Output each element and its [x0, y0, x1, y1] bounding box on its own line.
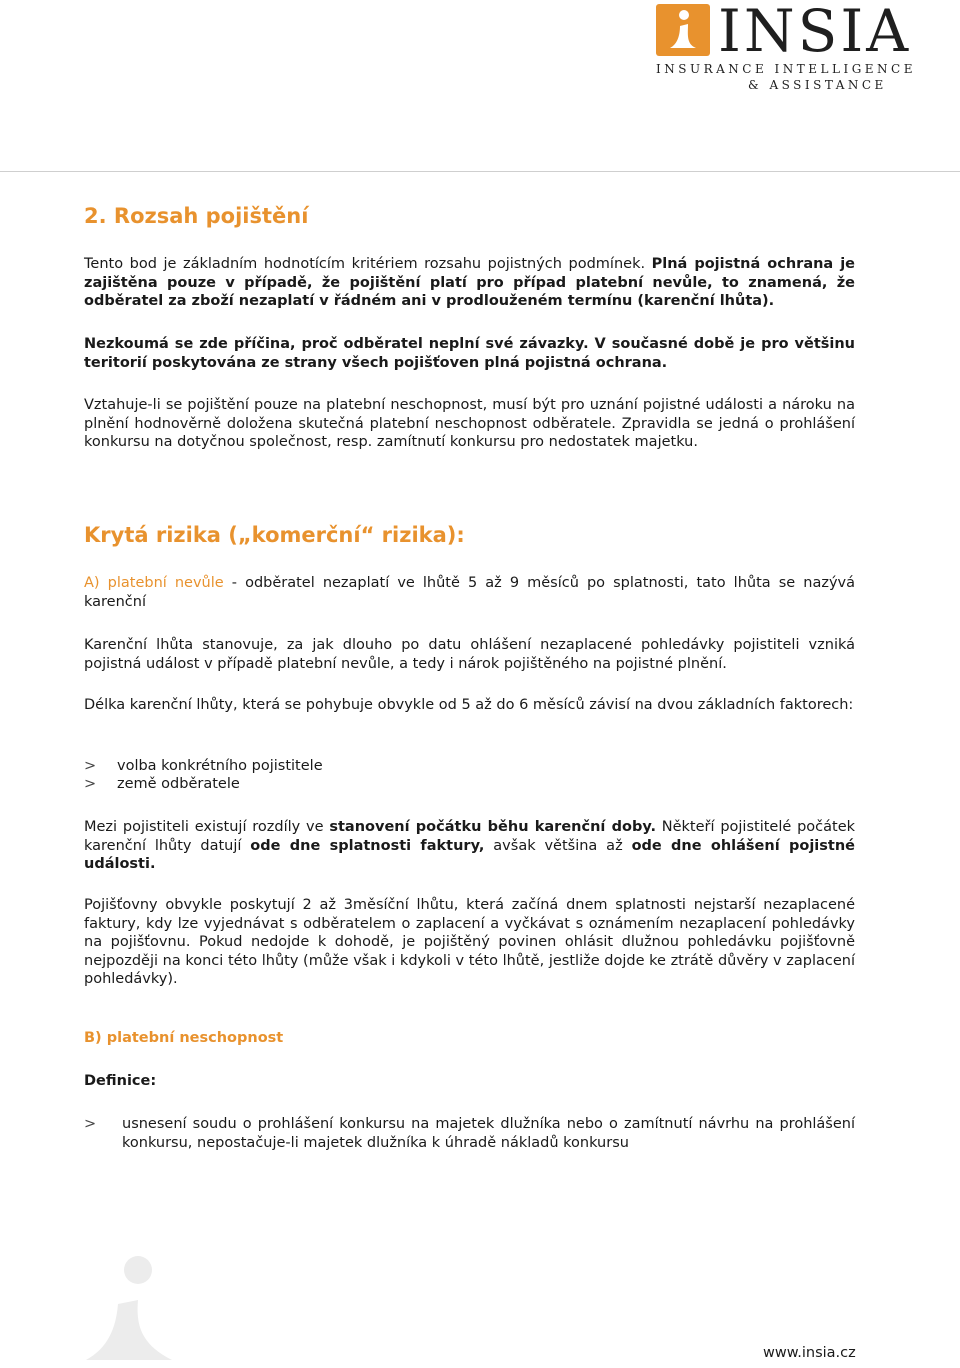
section-title: 2. Rozsah pojištění: [84, 204, 309, 228]
a-text: - odběratel nezaplatí ve lhůtě 5 až 9 měsíců po splatnosti, tato lhůta se nazývá karenční: [84, 575, 856, 610]
list-item-text: země odběratele: [117, 776, 240, 792]
page-header: [0, 0, 960, 172]
header-divider: [0, 171, 960, 172]
bold-span: stanovení počátku běhu karenční doby.: [329, 819, 656, 835]
bullet-icon: >: [84, 776, 97, 792]
text-span: Někteří pojistitelé počátek karenční lhůty datují: [84, 819, 856, 854]
bullet-icon: >: [84, 758, 97, 774]
logo-tagline-1: INSURANCE INTELLIGENCE: [656, 62, 916, 76]
a-label: A) platební nevůle: [84, 575, 224, 591]
bold-span: ode dne ohlášení pojistné události.: [84, 837, 855, 872]
watermark-i-icon: [80, 1252, 176, 1364]
bullet-icon: >: [84, 1116, 97, 1132]
b-label: B) platební neschopnost: [84, 1030, 284, 1046]
risks-title: Krytá rizika („komerční“ rizika):: [84, 523, 465, 547]
insia-logo: [656, 0, 928, 94]
paragraph-karencni: Karenční lhůta stanovuje, za jak dlouho po datu ohlášení nezaplacené pohledávky pojistiteli vzniká pojistná událost v případě platební nevůle, a tedy i nárok pojištěného na pojistné plnění.: [84, 637, 855, 672]
paragraph-intro: [84, 255, 855, 311]
bold-span: ode dne splatnosti faktury,: [250, 837, 485, 854]
footer-url: www.insia.cz: [763, 1345, 856, 1361]
logo-tagline-2: & ASSISTANCE: [748, 78, 887, 92]
list-item-text: usnesení soudu o prohlášení konkursu na majetek dlužníka nebo o zamítnutí návrhu na prohlášení konkursu, nepostačuje-li majetek dlužníka k úhradě nákladů konkursu: [122, 1116, 855, 1151]
text-span: Mezi pojistiteli existují rozdíly ve: [84, 819, 330, 835]
intro-text: Tento bod je základním hodnotícím kritériem rozsahu pojistných podmínek.: [84, 256, 652, 272]
paragraph-insolvency: Vztahuje-li se pojištění pouze na platební neschopnost, musí být pro uznání pojistné události a nároku na plnění hodnověrně doložena skutečná platební neschopnost odběratele. Zpravidla se jedná o prohlášení konkursu na dotyčnou společnost, resp. zamítnutí konkursu pro nedostatek majetku.: [84, 397, 855, 450]
paragraph-delka: Délka karenční lhůty, která se pohybuje obvykle od 5 až do 6 měsíců závisí na dvou základních faktorech:: [84, 697, 854, 713]
intro-bold-text: Plná pojistná ochrana je zajištěna pouze v případě, že pojištění platí pro případ platební nevůle, to znamená, že odběratel za zboží nezaplatí v řádném ani v prodlouženém termínu (karenční lhůta).: [84, 256, 856, 309]
paragraph-bold-note: Nezkoumá se zde příčina, proč odběratel neplní své závazky. V současné době je pro většinu teritorií poskytována ze strany všech pojišťoven plná pojistná ochrana.: [84, 336, 855, 371]
list-item-text: volba konkrétního pojistitele: [117, 758, 323, 774]
paragraph-a: [84, 574, 855, 611]
logo-i-mark-icon: [656, 4, 710, 56]
paragraph-pocatek: [84, 818, 855, 874]
definition-label: Definice:: [84, 1073, 157, 1089]
logo-wordmark: INSIA: [718, 0, 912, 65]
text-span: avšak většina až: [484, 837, 632, 854]
paragraph-pojistovny: Pojišťovny obvykle poskytují 2 až 3měsíční lhůtu, která začíná dnem splatnosti nejstarší nezaplacené faktury, kdy lze vyjednávat s odběratelem o zaplacení a vyčkávat s oznámením nezaplacení pohledávky na pojišťovnu. Pokud nedojde k dohodě, je pojištěný povinen ohlásit dlužnou pohledávku pojišťovně nejpozději na konci této lhůty (může však i kdykoli v této lhůtě, jestliže dojde ke ztrátě důvěry v zaplacení pohledávky).: [84, 897, 855, 987]
